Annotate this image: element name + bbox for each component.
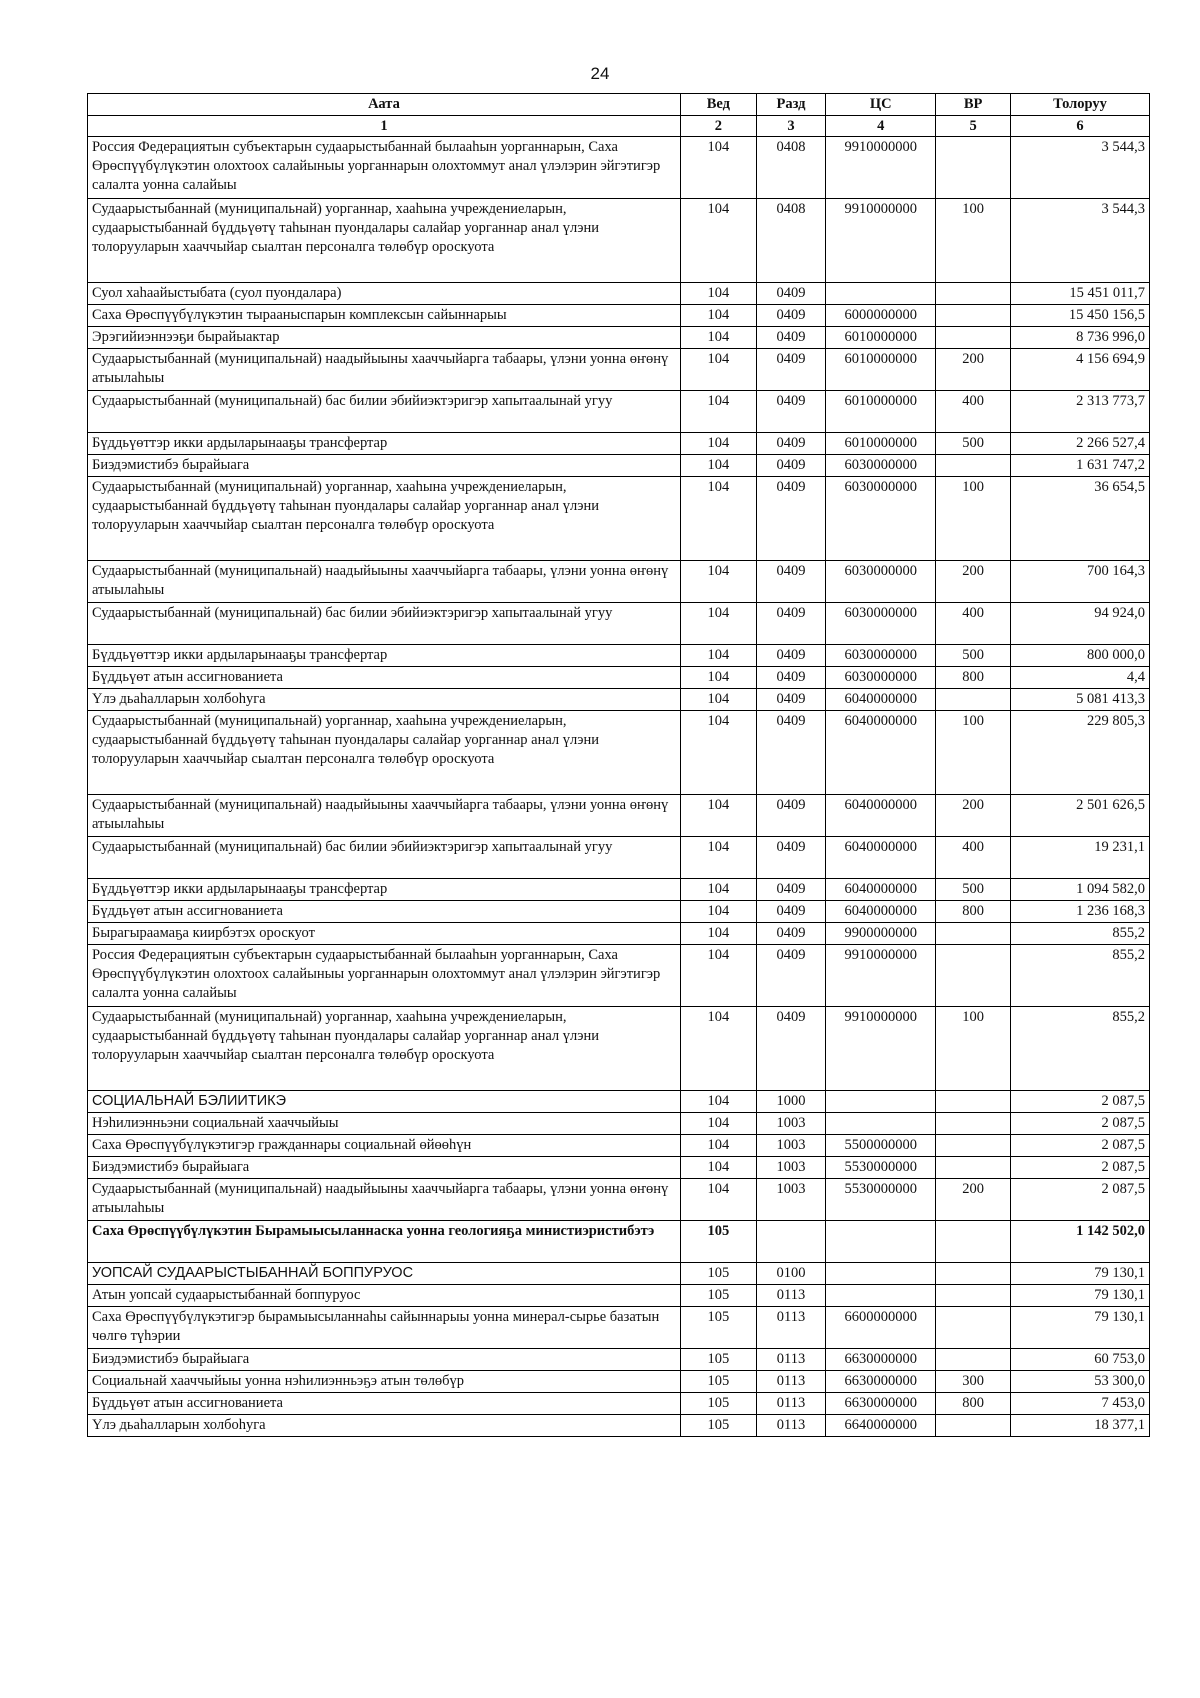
- row-cs: [826, 283, 936, 305]
- row-razd: 0409: [756, 795, 825, 837]
- row-ved: 104: [680, 689, 756, 711]
- row-razd: 0409: [756, 667, 825, 689]
- table-row: [88, 901, 1150, 923]
- row-cs: 6040000000: [826, 837, 936, 879]
- row-name: Саха Өрөспүүбүлүкэтин тырааныспарын комплексын сайыннарыы: [88, 305, 681, 327]
- row-amount: 2 501 626,5: [1011, 795, 1150, 837]
- row-razd: 0409: [756, 433, 825, 455]
- row-vr: [936, 1135, 1011, 1157]
- row-name: Бырагыраамаҕа киирбэтэх ороскуот: [88, 923, 681, 945]
- row-amount: 60 753,0: [1011, 1349, 1150, 1371]
- row-name: Саха Өрөспүүбүлүкэтин Бырамыысыланнаска уонна геологияҕа министиэристибэтэ: [88, 1221, 681, 1263]
- row-amount: 79 130,1: [1011, 1307, 1150, 1349]
- row-cs: 6010000000: [826, 349, 936, 391]
- row-amount: 2 087,5: [1011, 1179, 1150, 1221]
- header-ved: Вед: [680, 94, 756, 116]
- table-row: [88, 199, 1150, 283]
- row-name: Үлэ дьаһалларын холбоһуга: [88, 1415, 681, 1437]
- row-amount: 19 231,1: [1011, 837, 1150, 879]
- row-name: Саха Өрөспүүбүлүкэтигэр гражданнары социальнай өйөөһүн: [88, 1135, 681, 1157]
- row-amount: 1 631 747,2: [1011, 455, 1150, 477]
- table-row: [88, 477, 1150, 561]
- row-amount: 3 544,3: [1011, 137, 1150, 199]
- row-amount: 3 544,3: [1011, 199, 1150, 283]
- row-name: Судаарыстыбаннай (муниципальнай) наадыйыыны хааччыйарга табаары, үлэни уонна өҥөнү атыылаһыы: [88, 349, 681, 391]
- row-amount: 18 377,1: [1011, 1415, 1150, 1437]
- row-razd: 0409: [756, 837, 825, 879]
- row-name: Судаарыстыбаннай (муниципальнай) бас билии эбийиэктэригэр хапытаалынай угуу: [88, 837, 681, 879]
- row-ved: 104: [680, 433, 756, 455]
- row-name: Эрэгийиэннээҕи бырайыактар: [88, 327, 681, 349]
- table-row: [88, 879, 1150, 901]
- row-ved: 104: [680, 391, 756, 433]
- table-row: [88, 1415, 1150, 1437]
- row-vr: 200: [936, 561, 1011, 603]
- row-cs: 6600000000: [826, 1307, 936, 1349]
- column-number: 6: [1011, 116, 1150, 137]
- row-vr: [936, 1113, 1011, 1135]
- row-amount: 855,2: [1011, 945, 1150, 1007]
- row-ved: 104: [680, 1135, 756, 1157]
- row-vr: [936, 1221, 1011, 1263]
- row-cs: [826, 1221, 936, 1263]
- table-row: [88, 645, 1150, 667]
- row-ved: 105: [680, 1221, 756, 1263]
- row-razd: 0408: [756, 199, 825, 283]
- row-name: Судаарыстыбаннай (муниципальнай) уорганнар, хааһына учреждениеларын, судаарыстыбаннай бүддьүөтү таһынан пуондалары салайар уорганнар анал үлэни толорууларын хааччыйар сыалтан персоналга төлөбүр ороскуота: [88, 477, 681, 561]
- budget-table: [87, 93, 1150, 1437]
- row-razd: 0113: [756, 1307, 825, 1349]
- row-vr: 800: [936, 1393, 1011, 1415]
- row-cs: 6030000000: [826, 603, 936, 645]
- header-name: Аата: [88, 94, 681, 116]
- row-ved: 104: [680, 1157, 756, 1179]
- row-razd: 0409: [756, 901, 825, 923]
- row-vr: [936, 1263, 1011, 1285]
- row-amount: 79 130,1: [1011, 1285, 1150, 1307]
- row-vr: [936, 923, 1011, 945]
- row-razd: 0113: [756, 1285, 825, 1307]
- row-name: Биэдэмистибэ бырайыага: [88, 1157, 681, 1179]
- row-vr: [936, 1091, 1011, 1113]
- row-ved: 104: [680, 561, 756, 603]
- table-row: [88, 1285, 1150, 1307]
- table-row: [88, 667, 1150, 689]
- table-row: [88, 1007, 1150, 1091]
- row-amount: 1 142 502,0: [1011, 1221, 1150, 1263]
- column-number: 5: [936, 116, 1011, 137]
- row-name: Бүддьүөт атын ассигнованиета: [88, 667, 681, 689]
- row-razd: 0409: [756, 305, 825, 327]
- row-ved: 104: [680, 1091, 756, 1113]
- row-cs: 6030000000: [826, 645, 936, 667]
- row-razd: 0113: [756, 1415, 825, 1437]
- table-row: [88, 1371, 1150, 1393]
- row-name: Социальнай хааччыйыы уонна нэһилиэнньэҕэ атын төлөбүр: [88, 1371, 681, 1393]
- row-vr: 500: [936, 879, 1011, 901]
- row-ved: 104: [680, 879, 756, 901]
- row-ved: 105: [680, 1349, 756, 1371]
- row-name: Судаарыстыбаннай (муниципальнай) наадыйыыны хааччыйарга табаары, үлэни уонна өҥөнү атыылаһыы: [88, 561, 681, 603]
- table-row: [88, 1113, 1150, 1135]
- row-vr: 200: [936, 795, 1011, 837]
- table-row: [88, 1135, 1150, 1157]
- row-cs: 6040000000: [826, 879, 936, 901]
- row-name: СОЦИАЛЬНАЙ БЭЛИИТИКЭ: [88, 1091, 681, 1113]
- row-vr: [936, 1307, 1011, 1349]
- row-amount: 2 313 773,7: [1011, 391, 1150, 433]
- row-name: Судаарыстыбаннай (муниципальнай) бас билии эбийиэктэригэр хапытаалынай угуу: [88, 391, 681, 433]
- row-razd: 1003: [756, 1113, 825, 1135]
- table-row: [88, 433, 1150, 455]
- row-amount: 2 087,5: [1011, 1135, 1150, 1157]
- row-cs: 5500000000: [826, 1135, 936, 1157]
- row-razd: 0409: [756, 561, 825, 603]
- row-amount: 800 000,0: [1011, 645, 1150, 667]
- row-amount: 2 266 527,4: [1011, 433, 1150, 455]
- row-razd: 0408: [756, 137, 825, 199]
- row-ved: 104: [680, 901, 756, 923]
- row-cs: 6040000000: [826, 689, 936, 711]
- row-name: Бүддьүөттэр икки ардыларынааҕы трансфертар: [88, 433, 681, 455]
- table-row: [88, 795, 1150, 837]
- row-vr: 400: [936, 603, 1011, 645]
- row-vr: 400: [936, 391, 1011, 433]
- row-razd: 1003: [756, 1179, 825, 1221]
- row-cs: 6030000000: [826, 667, 936, 689]
- row-name: Судаарыстыбаннай (муниципальнай) уорганнар, хааһына учреждениеларын, судаарыстыбаннай бүддьүөтү таһынан пуондалары салайар уорганнар анал үлэни толорууларын хааччыйар сыалтан персоналга төлөбүр ороскуота: [88, 711, 681, 795]
- row-ved: 105: [680, 1371, 756, 1393]
- row-amount: 700 164,3: [1011, 561, 1150, 603]
- row-name: Судаарыстыбаннай (муниципальнай) наадыйыыны хааччыйарга табаары, үлэни уонна өҥөнү атыылаһыы: [88, 795, 681, 837]
- table-row: [88, 283, 1150, 305]
- row-razd: 0409: [756, 455, 825, 477]
- row-name: Судаарыстыбаннай (муниципальнай) бас билии эбийиэктэригэр хапытаалынай угуу: [88, 603, 681, 645]
- table-row: [88, 327, 1150, 349]
- row-ved: 104: [680, 1113, 756, 1135]
- table-row: [88, 837, 1150, 879]
- row-amount: 7 453,0: [1011, 1393, 1150, 1415]
- row-razd: 0409: [756, 945, 825, 1007]
- table-row: [88, 1393, 1150, 1415]
- row-ved: 104: [680, 795, 756, 837]
- row-ved: 104: [680, 667, 756, 689]
- row-vr: [936, 327, 1011, 349]
- row-cs: 6630000000: [826, 1349, 936, 1371]
- row-cs: [826, 1091, 936, 1113]
- row-amount: 1 094 582,0: [1011, 879, 1150, 901]
- row-ved: 104: [680, 923, 756, 945]
- row-name: Атын уопсай судаарыстыбаннай боппуруос: [88, 1285, 681, 1307]
- column-number: 2: [680, 116, 756, 137]
- row-name: Биэдэмистибэ бырайыага: [88, 1349, 681, 1371]
- page-number: 24: [590, 64, 610, 83]
- table-row: [88, 1349, 1150, 1371]
- row-ved: 104: [680, 1179, 756, 1221]
- row-amount: 15 451 011,7: [1011, 283, 1150, 305]
- row-cs: 6010000000: [826, 391, 936, 433]
- row-ved: 105: [680, 1307, 756, 1349]
- row-razd: 0409: [756, 879, 825, 901]
- table-row: [88, 561, 1150, 603]
- row-razd: 0409: [756, 391, 825, 433]
- row-cs: 5530000000: [826, 1179, 936, 1221]
- table-row: [88, 1179, 1150, 1221]
- row-amount: 229 805,3: [1011, 711, 1150, 795]
- row-amount: 79 130,1: [1011, 1263, 1150, 1285]
- row-name: Россия Федерациятын субъектарын судаарыстыбаннай былааһын уорганнарын, Саха Өрөспүүбүлүкэтин олохтоох салайыныы уорганнарын олохтоммут анал үлэлэрин эйгэтигэр салалта уонна салайыы: [88, 945, 681, 1007]
- row-amount: 2 087,5: [1011, 1113, 1150, 1135]
- row-vr: 200: [936, 349, 1011, 391]
- row-name: Судаарыстыбаннай (муниципальнай) наадыйыыны хааччыйарга табаары, үлэни уонна өҥөнү атыылаһыы: [88, 1179, 681, 1221]
- row-ved: 104: [680, 305, 756, 327]
- header-row: [88, 94, 1150, 116]
- row-name: Бүддьүөттэр икки ардыларынааҕы трансфертар: [88, 645, 681, 667]
- column-number: 1: [88, 116, 681, 137]
- row-ved: 104: [680, 837, 756, 879]
- row-cs: 6030000000: [826, 477, 936, 561]
- row-ved: 104: [680, 477, 756, 561]
- header-amount: Толоруу: [1011, 94, 1150, 116]
- row-ved: 104: [680, 283, 756, 305]
- row-ved: 104: [680, 349, 756, 391]
- row-razd: 0409: [756, 283, 825, 305]
- row-ved: 104: [680, 1007, 756, 1091]
- row-ved: 104: [680, 603, 756, 645]
- row-amount: 4 156 694,9: [1011, 349, 1150, 391]
- row-vr: [936, 1157, 1011, 1179]
- row-vr: 500: [936, 645, 1011, 667]
- row-cs: 6010000000: [826, 433, 936, 455]
- row-cs: 6010000000: [826, 327, 936, 349]
- row-name: Үлэ дьаһалларын холбоһуга: [88, 689, 681, 711]
- row-vr: 400: [936, 837, 1011, 879]
- table-header: [88, 94, 1150, 137]
- row-cs: [826, 1263, 936, 1285]
- row-vr: [936, 305, 1011, 327]
- row-ved: 104: [680, 455, 756, 477]
- row-amount: 2 087,5: [1011, 1157, 1150, 1179]
- table-row: [88, 455, 1150, 477]
- row-vr: 300: [936, 1371, 1011, 1393]
- row-name: УОПСАЙ СУДААРЫСТЫБАННАЙ БОППУРУОС: [88, 1263, 681, 1285]
- table-row: [88, 1091, 1150, 1113]
- table-body: [88, 137, 1150, 1437]
- row-razd: 0100: [756, 1263, 825, 1285]
- row-razd: 1003: [756, 1135, 825, 1157]
- row-name: Бүддьүөттэр икки ардыларынааҕы трансфертар: [88, 879, 681, 901]
- table-row: [88, 603, 1150, 645]
- row-cs: 6040000000: [826, 711, 936, 795]
- row-name: Биэдэмистибэ бырайыага: [88, 455, 681, 477]
- row-razd: 0409: [756, 349, 825, 391]
- row-ved: 105: [680, 1285, 756, 1307]
- row-amount: 36 654,5: [1011, 477, 1150, 561]
- row-amount: 1 236 168,3: [1011, 901, 1150, 923]
- row-razd: 0409: [756, 477, 825, 561]
- table-row: [88, 1307, 1150, 1349]
- table-row: [88, 689, 1150, 711]
- row-vr: [936, 455, 1011, 477]
- column-number: 3: [756, 116, 825, 137]
- row-vr: 500: [936, 433, 1011, 455]
- table-row: [88, 305, 1150, 327]
- row-name: Россия Федерациятын субъектарын судаарыстыбаннай былааһын уорганнарын, Саха Өрөспүүбүлүкэтин олохтоох салайыныы уорганнарын олохтоммут анал үлэлэрин эйгэтигэр салалта уонна салайыы: [88, 137, 681, 199]
- table-row: [88, 137, 1150, 199]
- row-amount: 855,2: [1011, 1007, 1150, 1091]
- row-amount: 855,2: [1011, 923, 1150, 945]
- row-razd: 0409: [756, 711, 825, 795]
- row-razd: 0409: [756, 1007, 825, 1091]
- row-vr: 100: [936, 199, 1011, 283]
- row-amount: 4,4: [1011, 667, 1150, 689]
- row-vr: [936, 1415, 1011, 1437]
- table-row: [88, 391, 1150, 433]
- row-razd: 0409: [756, 689, 825, 711]
- row-amount: 15 450 156,5: [1011, 305, 1150, 327]
- row-ved: 104: [680, 945, 756, 1007]
- row-amount: 2 087,5: [1011, 1091, 1150, 1113]
- table-row: [88, 711, 1150, 795]
- row-name: Нэһилиэнньэни социальнай хааччыйыы: [88, 1113, 681, 1135]
- column-number-row: [88, 116, 1150, 137]
- row-ved: 105: [680, 1263, 756, 1285]
- row-razd: 0409: [756, 327, 825, 349]
- row-vr: [936, 137, 1011, 199]
- row-razd: 0113: [756, 1349, 825, 1371]
- row-razd: 1003: [756, 1157, 825, 1179]
- row-cs: [826, 1113, 936, 1135]
- row-amount: 94 924,0: [1011, 603, 1150, 645]
- row-vr: 100: [936, 1007, 1011, 1091]
- row-cs: 5530000000: [826, 1157, 936, 1179]
- header-razd: Разд: [756, 94, 825, 116]
- row-ved: 104: [680, 645, 756, 667]
- table-row: [88, 1263, 1150, 1285]
- row-cs: 6030000000: [826, 561, 936, 603]
- row-cs: 6040000000: [826, 795, 936, 837]
- row-vr: 200: [936, 1179, 1011, 1221]
- row-ved: 104: [680, 199, 756, 283]
- row-ved: 104: [680, 137, 756, 199]
- table-row: [88, 1221, 1150, 1263]
- row-name: Суол хаһаайыстыбата (суол пуондалара): [88, 283, 681, 305]
- row-cs: 6030000000: [826, 455, 936, 477]
- row-vr: [936, 1349, 1011, 1371]
- row-amount: 5 081 413,3: [1011, 689, 1150, 711]
- row-vr: 100: [936, 477, 1011, 561]
- row-cs: 6630000000: [826, 1393, 936, 1415]
- row-cs: [826, 1285, 936, 1307]
- table-row: [88, 349, 1150, 391]
- row-name: Судаарыстыбаннай (муниципальнай) уорганнар, хааһына учреждениеларын, судаарыстыбаннай бүддьүөтү таһынан пуондалары салайар уорганнар анал үлэни толорууларын хааччыйар сыалтан персоналга төлөбүр ороскуота: [88, 1007, 681, 1091]
- row-amount: 8 736 996,0: [1011, 327, 1150, 349]
- row-name: Саха Өрөспүүбүлүкэтигэр бырамыысыланнаһы сайыннарыы уонна минерал-сырье базатын чөлгө түһэрии: [88, 1307, 681, 1349]
- row-cs: 6040000000: [826, 901, 936, 923]
- row-cs: 9910000000: [826, 1007, 936, 1091]
- table-row: [88, 945, 1150, 1007]
- row-ved: 104: [680, 711, 756, 795]
- row-razd: 0113: [756, 1393, 825, 1415]
- row-name: Судаарыстыбаннай (муниципальнай) уорганнар, хааһына учреждениеларын, судаарыстыбаннай бүддьүөтү таһынан пуондалары салайар уорганнар анал үлэни толорууларын хааччыйар сыалтан персоналга төлөбүр ороскуота: [88, 199, 681, 283]
- row-cs: 9910000000: [826, 137, 936, 199]
- header-vr: ВР: [936, 94, 1011, 116]
- row-cs: 6630000000: [826, 1371, 936, 1393]
- row-vr: 800: [936, 667, 1011, 689]
- row-cs: 6640000000: [826, 1415, 936, 1437]
- row-vr: [936, 945, 1011, 1007]
- row-cs: 9910000000: [826, 945, 936, 1007]
- table-row: [88, 1157, 1150, 1179]
- row-vr: [936, 689, 1011, 711]
- row-razd: 0409: [756, 603, 825, 645]
- column-number: 4: [826, 116, 936, 137]
- row-vr: 100: [936, 711, 1011, 795]
- row-name: Бүддьүөт атын ассигнованиета: [88, 901, 681, 923]
- row-vr: 800: [936, 901, 1011, 923]
- row-ved: 104: [680, 327, 756, 349]
- row-name: Бүддьүөт атын ассигнованиета: [88, 1393, 681, 1415]
- row-cs: 9900000000: [826, 923, 936, 945]
- row-cs: 9910000000: [826, 199, 936, 283]
- row-razd: [756, 1221, 825, 1263]
- table-row: [88, 923, 1150, 945]
- row-razd: 1000: [756, 1091, 825, 1113]
- header-cs: ЦС: [826, 94, 936, 116]
- row-razd: 0409: [756, 645, 825, 667]
- row-ved: 105: [680, 1393, 756, 1415]
- row-cs: 6000000000: [826, 305, 936, 327]
- row-razd: 0113: [756, 1371, 825, 1393]
- row-vr: [936, 1285, 1011, 1307]
- row-razd: 0409: [756, 923, 825, 945]
- row-amount: 53 300,0: [1011, 1371, 1150, 1393]
- row-ved: 105: [680, 1415, 756, 1437]
- row-vr: [936, 283, 1011, 305]
